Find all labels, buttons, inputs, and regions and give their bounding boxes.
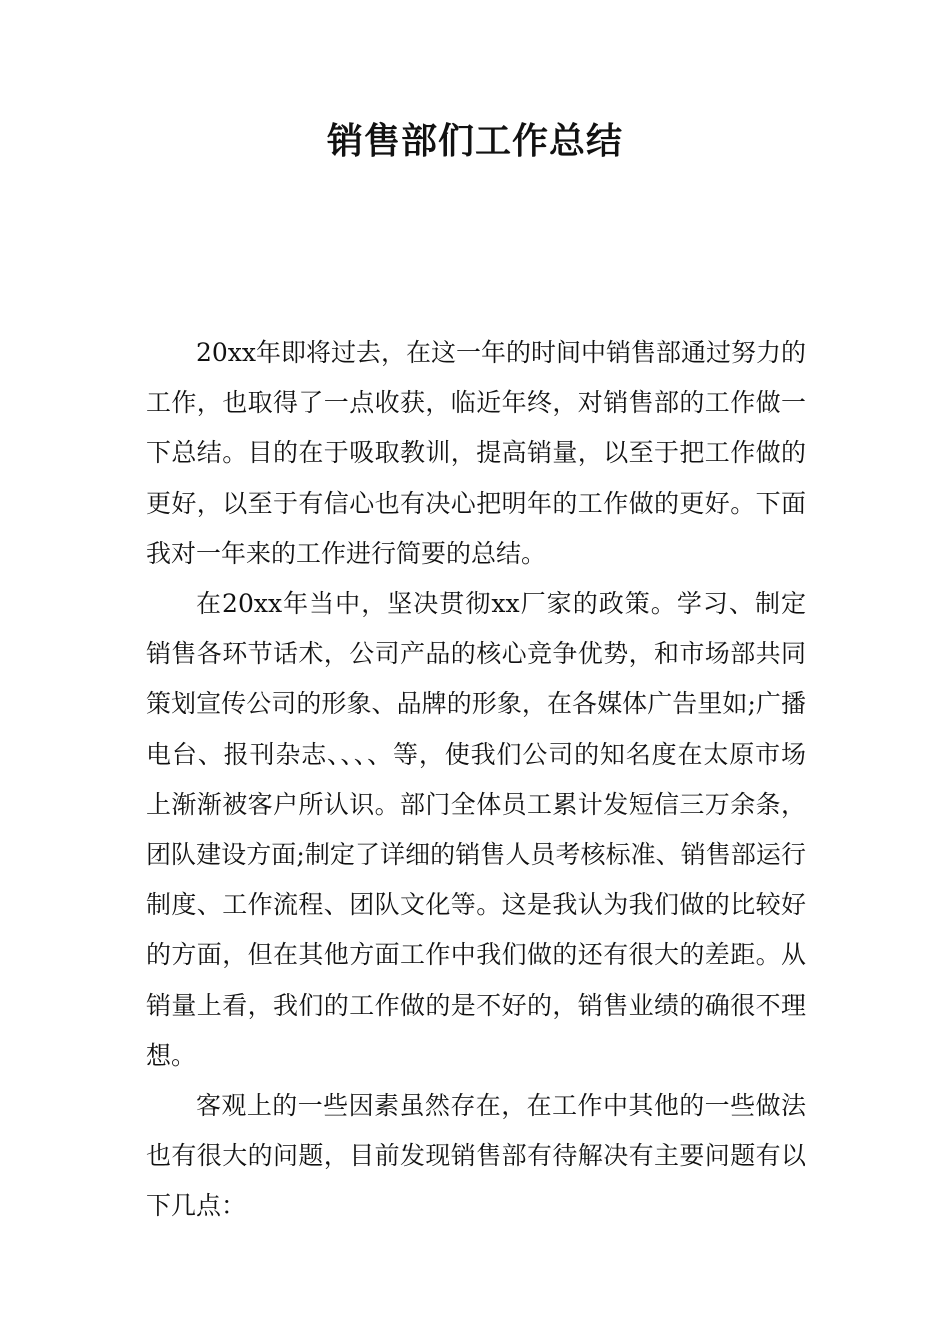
paragraph-2: 在20xx年当中，坚决贯彻xx厂家的政策。学习、制定销售各环节话术，公司产品的核心竞争优势，和市场部共同策划宣传公司的形象、品牌的形象，在各媒体广告里如;广播电台、报刊杂志、、、、等，使我们公司的知名度在太原市场上渐渐被客户所认识。部门全体员工累计发短信三万余条，团队建设方面;制定了详细的销售人员考核标准、销售部运行制度、工作流程、团队文化等。这是我认为我们做的比较好的方面，但在其他方面工作中我们做的还有很大的差距。从销量上看，我们的工作做的是不好的，销售业绩的确很不理想。: [146, 589, 806, 1070]
paragraph-1: 20xx年即将过去，在这一年的时间中销售部通过努力的工作，也取得了一点收获，临近年终，对销售部的工作做一下总结。目的在于吸取教训，提高销量，以至于把工作做的更好，以至于有信心也有决心把明年的工作做的更好。下面我对一年来的工作进行简要的总结。: [146, 338, 807, 568]
paragraph-3: 客观上的一些因素虽然存在，在工作中其他的一些做法也有很大的问题，目前发现销售部有待解决有主要问题有以下几点：: [146, 1091, 806, 1221]
document-body: [146, 328, 806, 1232]
document-title: 销售部们工作总结: [326, 121, 623, 162]
